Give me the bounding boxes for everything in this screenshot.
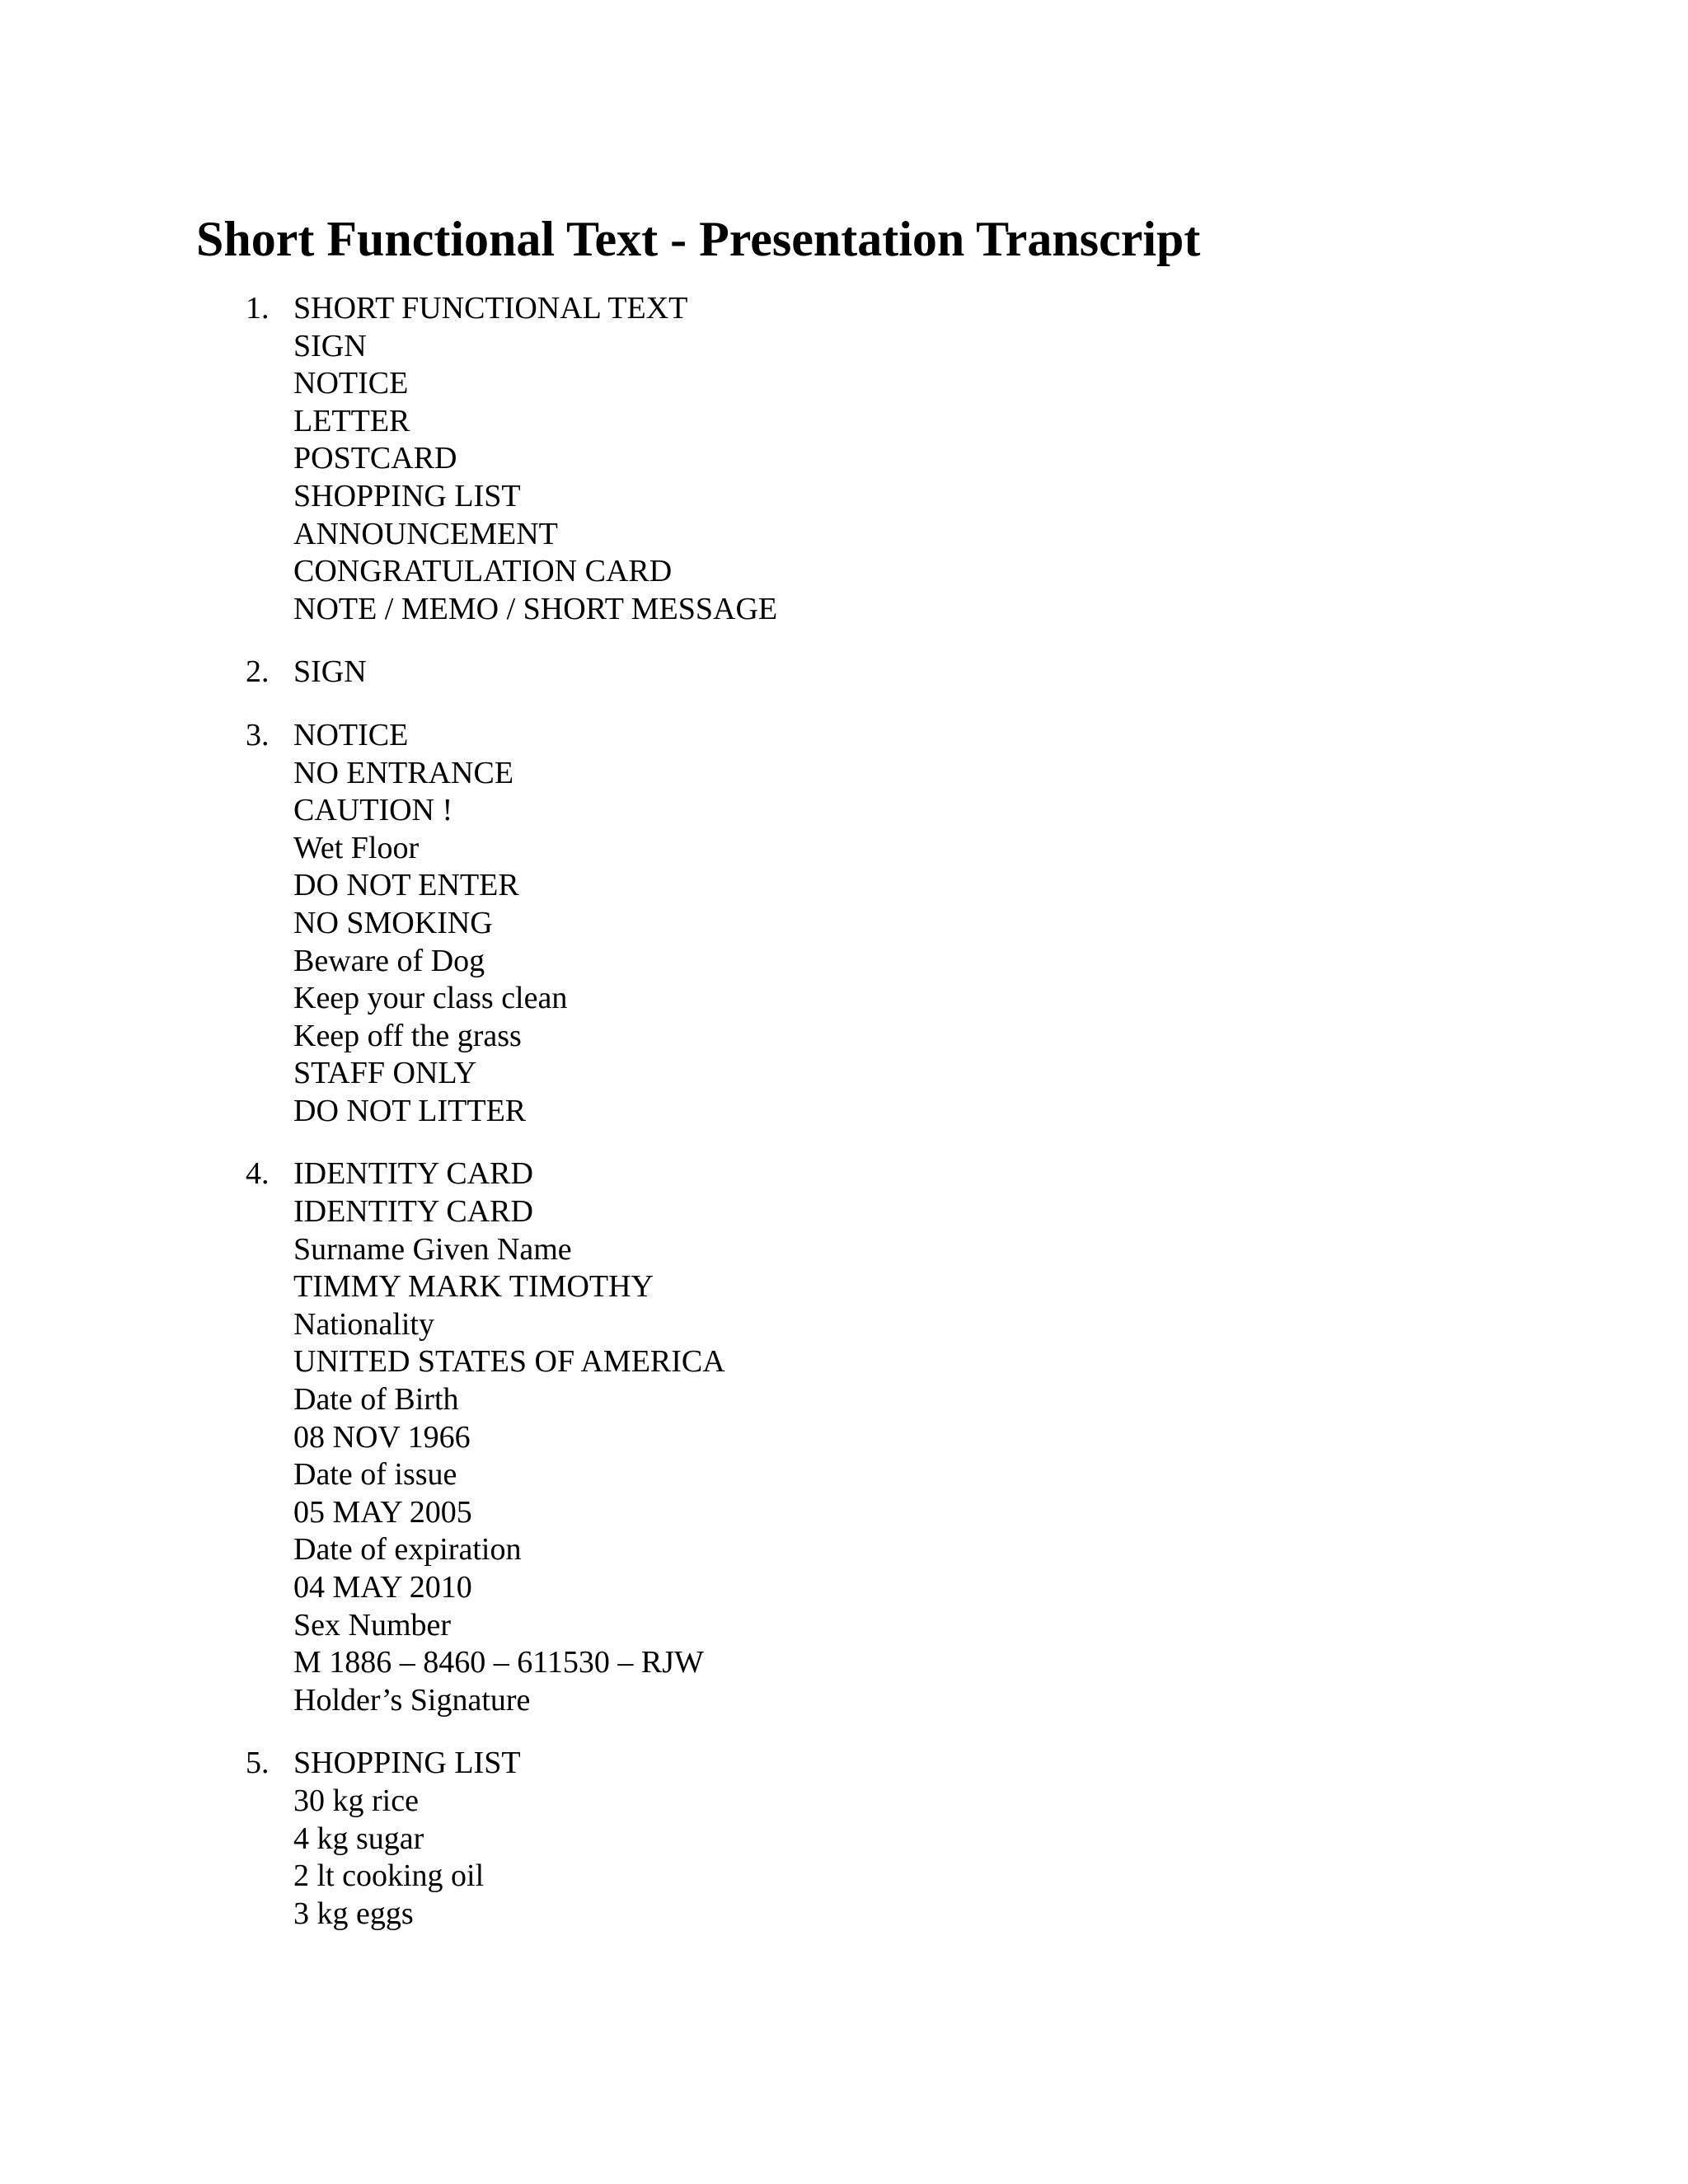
section-line: Date of expiration — [293, 1532, 522, 1568]
section-line: Sex Number — [293, 1607, 452, 1643]
section-line: IDENTITY CARD — [293, 1194, 533, 1230]
section-line: Nationality — [293, 1306, 434, 1342]
section-lines — [293, 654, 1564, 691]
section-line: NOTE / MEMO / SHORT MESSAGE — [293, 591, 778, 626]
section-line: LETTER — [293, 403, 410, 438]
section-line: ANNOUNCEMENT — [293, 516, 558, 551]
section-line: Date of Birth — [293, 1382, 459, 1418]
section-line: 2 lt cooking oil — [293, 1858, 485, 1894]
section-lines — [293, 290, 1564, 628]
section-item — [246, 717, 1564, 1131]
section-item — [246, 654, 1564, 691]
section-line: Surname Given Name — [293, 1231, 572, 1267]
section-line: SHOPPING LIST — [293, 478, 521, 513]
section-line: TIMMY MARK TIMOTHY — [293, 1269, 654, 1305]
section-line: 30 kg rice — [293, 1783, 419, 1818]
section-line: NO ENTRANCE — [293, 755, 514, 790]
section-line: SHOPPING LIST — [293, 1746, 521, 1781]
section-number: 3. — [246, 717, 270, 752]
section-number: 4. — [246, 1156, 270, 1192]
section-line: SIGN — [293, 654, 367, 690]
section-item — [246, 1155, 1564, 1719]
section-line: Date of issue — [293, 1457, 457, 1493]
section-lines — [293, 717, 1564, 1131]
section-line: UNITED STATES OF AMERICA — [293, 1344, 725, 1380]
section-line: Keep off the grass — [293, 1018, 522, 1053]
section-line: M 1886 – 8460 – 611530 – RJW — [293, 1645, 704, 1680]
section-line: NOTICE — [293, 717, 409, 752]
section-line: SIGN — [293, 328, 367, 363]
section-line: 3 kg eggs — [293, 1896, 414, 1931]
section-line: NO SMOKING — [293, 905, 493, 940]
section-line: DO NOT LITTER — [293, 1093, 527, 1128]
section-number: 2. — [246, 654, 270, 690]
document-title: Short Functional Text - Presentation Transcript — [196, 212, 1201, 266]
section-line: CONGRATULATION CARD — [293, 554, 673, 589]
section-line: 4 kg sugar — [293, 1821, 424, 1856]
section-line: Beware of Dog — [293, 943, 485, 978]
section-line: POSTCARD — [293, 441, 457, 476]
section-line: 08 NOV 1966 — [293, 1419, 471, 1455]
section-item — [246, 1745, 1564, 1933]
section-lines — [293, 1745, 1564, 1933]
section-line: Holder’s Signature — [293, 1682, 531, 1718]
section-line: IDENTITY CARD — [293, 1156, 533, 1192]
section-line: DO NOT ENTER — [293, 868, 519, 903]
section-line: Wet Floor — [293, 830, 420, 865]
section-line: CAUTION ! — [293, 793, 453, 828]
section-lines — [293, 1155, 1564, 1719]
section-line: STAFF ONLY — [293, 1056, 477, 1091]
section-list — [246, 290, 1564, 1958]
section-line: NOTICE — [293, 366, 409, 401]
section-line: 04 MAY 2010 — [293, 1570, 472, 1605]
section-number: 5. — [246, 1746, 270, 1781]
section-line: Keep your class clean — [293, 981, 568, 1016]
section-item — [246, 290, 1564, 628]
section-line: 05 MAY 2005 — [293, 1494, 472, 1530]
section-number: 1. — [246, 291, 270, 326]
section-line: SHORT FUNCTIONAL TEXT — [293, 291, 688, 326]
